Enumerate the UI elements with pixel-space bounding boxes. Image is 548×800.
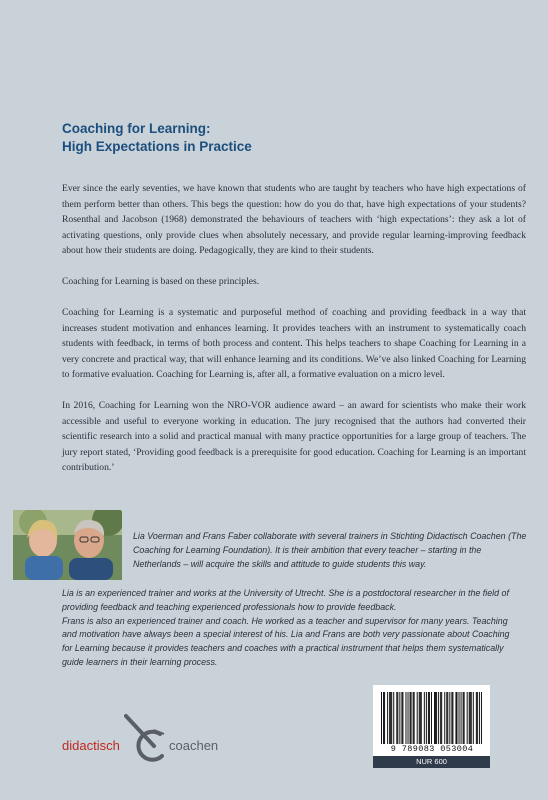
barcode-bars xyxy=(381,692,482,744)
nur-code: NUR 600 xyxy=(373,756,490,768)
isbn-barcode xyxy=(373,685,490,768)
title-line-2: High Expectations in Practice xyxy=(62,139,252,154)
barcode-digits: 9 789083 053004 xyxy=(390,744,474,754)
paragraph-3: Coaching for Learning is a systematic and purposeful method of coaching and providing feedback in a way that increases student motivation and enhances learning. It provides teachers with an instrument to systematically coach students with feedback, in terms of both process and content. This helps teachers to shape Coaching for Learning in a very concrete and practical way, that will enhance learning and its conditions. We’ve also linked Coaching for Learning to formative evaluation. Coaching for Learning is, after all, a formative evaluation on a micro level. xyxy=(62,307,526,380)
logo-word-coachen: coachen xyxy=(169,738,219,753)
blurb xyxy=(62,181,526,491)
bio-frans: Frans is also an experienced trainer and coach. He worked as a teacher and supervisor for many years. Teaching and motivation have always been a special interest of his. Lia and Frans are both very passionate about Coaching for Learning because it provides teachers and coaches with a practical instrument that helps them systematically guide learners in their learning process. xyxy=(62,615,510,667)
publisher-logo xyxy=(62,712,242,772)
logo-mark-icon xyxy=(124,712,172,772)
author-photo xyxy=(13,510,122,580)
bio-lia: Lia is an experienced trainer and works at the University of Utrecht. She is a postdoctoral researcher in the field of providing feedback and teaching experienced professionals how to provide feedback. xyxy=(62,588,509,612)
paragraph-1: Ever since the early seventies, we have known that students who are taught by teachers who have high expectations of them perform better than others. This begs the question: how do you do that, have high expectations of your students? Rosenthal and Jacobson (1968) demonstrated the behaviours of teachers with ‘high expectations’: they ask a lot of activating questions, only provide clues when absolutely necessary, and provide regular learning-improving feedback about how their students are doing. Pedagogically, they are kind to their students. xyxy=(62,183,526,256)
logo-word-didactisch: didactisch xyxy=(62,738,120,753)
paragraph-2: Coaching for Learning is based on these principles. xyxy=(62,276,260,287)
paragraph-4: In 2016, Coaching for Learning won the NRO-VOR audience award – an award for scientists who make their work accessible and useful to everyone working in education. The jury recognised that the authors had converted their scientific research into a solid and practical manual with many practice opportunities for a large group of teachers. The jury report stated, ‘Providing good feedback is a prerequisite for good education. Coaching for Learning is an important contribution.’ xyxy=(62,400,526,473)
author-bios xyxy=(62,587,522,670)
authors-intro: Lia Voerman and Frans Faber collaborate with several trainers in Stichting Didactisch Coachen (The Coaching for Learning Foundation). It is their ambition that every teacher – starting in the Netherlands – will acquire the skills and attitude to guide students this way. xyxy=(133,531,527,569)
book-title xyxy=(62,120,252,156)
title-line-1: Coaching for Learning: xyxy=(62,121,211,136)
